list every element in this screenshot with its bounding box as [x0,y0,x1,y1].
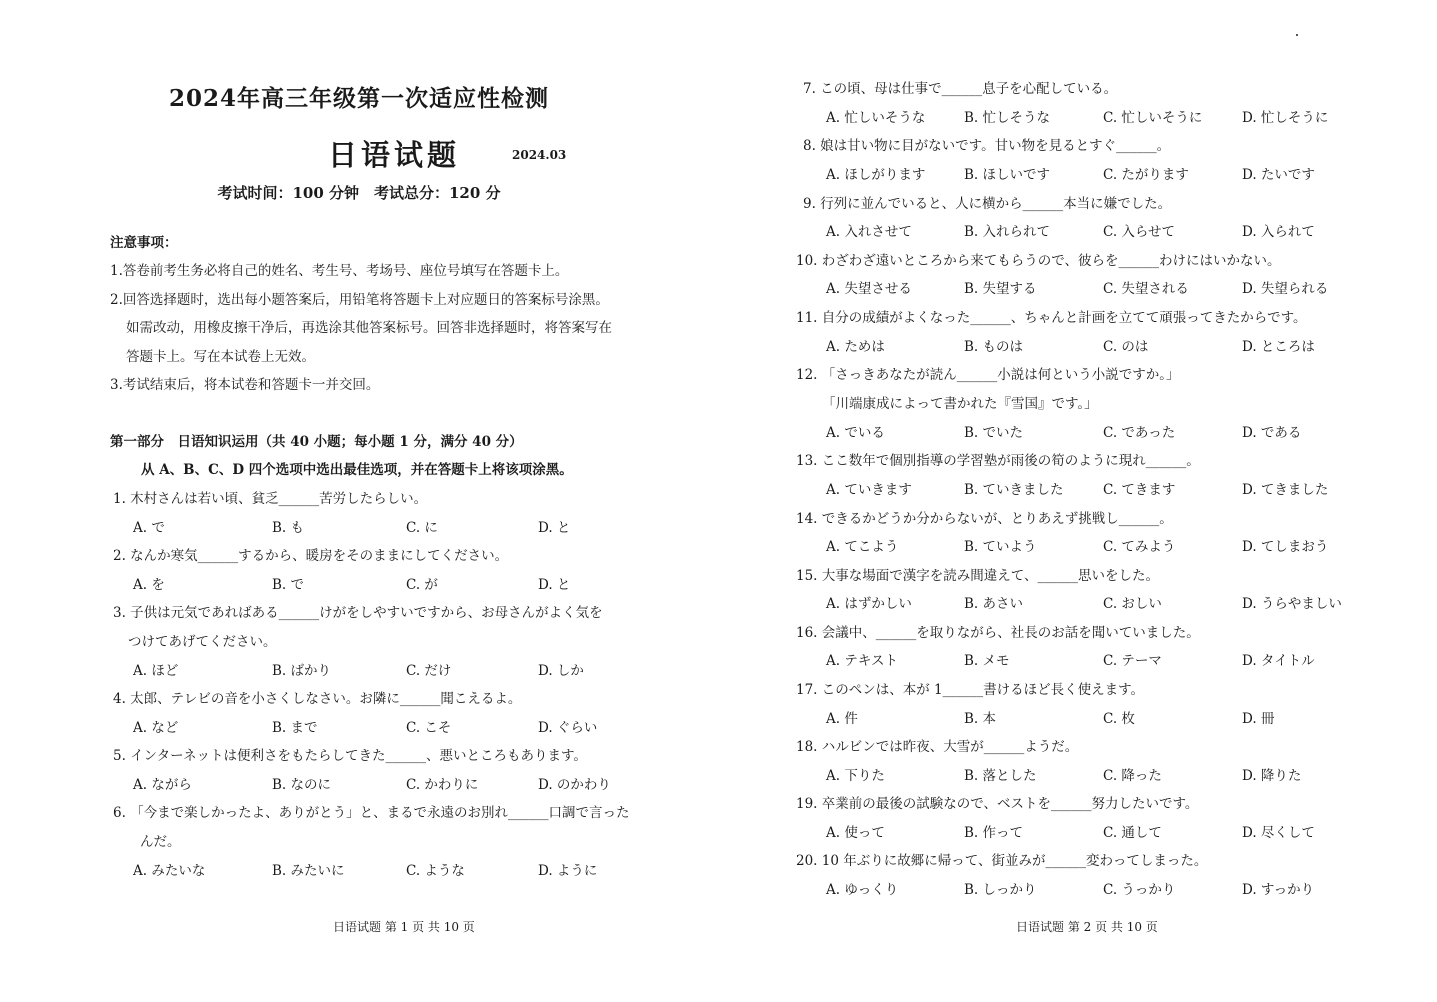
option-c: C. 通して [1103,825,1162,841]
option-a: A. を [133,577,165,593]
page-footer: 日语试题 第 1 页 共 10 页 [333,920,475,934]
option-a: A. はずかしい [826,596,912,612]
option-b: B. ものは [964,339,1024,355]
option-d: D. すっかり [1242,882,1315,898]
option-b: B. ていきました [964,482,1064,498]
question-text: 14. できるかどうか分からないが、とりあえず挑戦し______。 [796,511,1173,527]
option-d: D. タイトル [1242,653,1315,669]
option-d: D. ところは [1242,339,1315,355]
option-d: D. と [538,577,571,593]
option-c: C. てきます [1103,482,1176,498]
notice-line: 如需改动，用橡皮擦干净后，再选涂其他答案标号。回答非选择题时，将答案写在 [126,320,612,336]
exam-date: 2024.03 [512,148,567,162]
question-text: 3. 子供は元気であればある______けがをしやすいですから、お母さんがよく気を [113,605,603,621]
option-c: C. のは [1103,339,1149,355]
option-b: B. 忙しそうな [964,110,1051,126]
option-c: C. 入らせて [1103,224,1176,240]
question-text: 6. 「今まで楽しかったよ、ありがとう」と、まるで永遠のお別れ______口調で言った [113,805,630,821]
option-c: C. が [406,577,438,593]
section-title: 第一部分 日语知识运用（共 40 小题；每小题 1 分，满分 40 分） [110,434,523,450]
option-a: A. 下りた [826,768,885,784]
option-b: B. 失望する [964,281,1037,297]
option-a: A. 忙しいそうな [826,110,926,126]
option-a: A. 入れさせて [826,224,912,240]
option-b: B. 落とした [964,768,1037,784]
question-text: 5. インターネットは便利さをもたらしてきた______、悪いところもあります。 [113,748,587,764]
question-text: 16. 会議中、______を取りながら、社長のお話を聞いていました。 [796,625,1200,641]
notice-title: 注意事项： [110,235,178,251]
notice-line: 答题卡上。写在本试卷上无效。 [126,349,315,365]
question-text: 12. 「さっきあなたが読ん______小説は何という小説ですか。」 [796,367,1180,383]
notice-line: 1.答卷前考生务必将自己的姓名、考生号、考场号、座位号填写在答题卡上。 [110,263,569,279]
option-b: B. 本 [964,711,997,727]
option-a: A. 使って [826,825,885,841]
option-a: A. ほしがります [826,167,926,183]
option-b: B. でいた [964,425,1024,441]
option-b: B. 作って [964,825,1024,841]
option-d: D. のかわり [538,777,611,793]
option-b: B. しっかり [964,882,1037,898]
option-d: D. ぐらい [538,720,598,736]
option-b: B. みたいに [272,863,345,879]
question-text: 9. 行列に並んでいると、人に横から______本当に嫌でした。 [803,196,1172,212]
option-d: D. 尽くして [1242,825,1315,841]
section-instruction: 从 A、B、C、D 四个选项中选出最佳选项，并在答题卡上将该项涂黑。 [141,462,573,478]
question-text: 7. この頃、母は仕事で______息子を心配している。 [803,81,1118,97]
question-text: 19. 卒業前の最後の試験なので、ベストを______努力したいです。 [796,796,1199,812]
option-b: B. も [272,520,305,536]
option-d: D. 降りた [1242,768,1302,784]
option-b: B. なのに [272,777,332,793]
option-d: D. うらやましい [1242,596,1342,612]
option-c: C. たがります [1103,167,1189,183]
option-b: B. ていよう [964,539,1037,555]
option-a: A. みたいな [133,863,206,879]
question-text: 20. 10 年ぶりに故郷に帰って、街並みが______変わってしまった。 [796,853,1208,869]
question-text: 11. 自分の成績がよくなった______、ちゃんと計画を立てて頑張ってきたからです。 [796,310,1307,326]
option-c: C. であった [1103,425,1176,441]
option-a: A. 件 [826,711,858,727]
question-text: 2. なんか寒気______するから、暖房をそのままにしてください。 [113,548,509,564]
option-a: A. テキスト [826,653,899,669]
option-d: D. 冊 [1242,711,1275,727]
option-c: C. 降った [1103,768,1162,784]
page-footer: 日语试题 第 2 页 共 10 页 [1016,920,1158,934]
option-b: B. ばかり [272,663,332,679]
question-text: 18. ハルビンでは昨夜、大雪が______ようだ。 [796,739,1079,755]
exam-title: 2024年高三年级第一次适应性检测 [168,85,549,112]
option-c: C. おしい [1103,596,1162,612]
option-d: D. と [538,520,571,536]
option-a: A. ていきます [826,482,912,498]
option-b: B. あさい [964,596,1024,612]
option-d: D. 忙しそうに [1242,110,1329,126]
exam-time-info: 考试时间：100 分钟 考试总分：120 分 [217,184,501,202]
option-d: D. てきました [1242,482,1329,498]
scan-speck [1296,34,1298,36]
question-text: 10. わざわざ遠いところから来てもらうので、彼らを______わけにはいかない。 [796,253,1281,269]
option-a: A. でいる [826,425,885,441]
option-b: B. 入れられて [964,224,1051,240]
option-c: C. てみよう [1103,539,1176,555]
question-text: 15. 大事な場面で漢字を読み間違えて、______思いをした。 [796,568,1159,584]
option-d: D. 失望られる [1242,281,1329,297]
option-d: D. である [1242,425,1302,441]
option-a: A. ゆっくり [826,882,899,898]
option-c: C. 枚 [1103,711,1135,727]
subject-title: 日语试题 [328,138,461,172]
question-text: 8. 娘は甘い物に目がないです。甘い物を見るとすぐ______。 [803,138,1171,154]
option-c: C. かわりに [406,777,479,793]
notice-line: 3.考试结束后，将本试卷和答题卡一并交回。 [110,377,380,393]
option-c: C. うっかり [1103,882,1176,898]
question-text: 4. 太郎、テレビの音を小さくしなさい。お隣に______聞こえるよ。 [113,691,522,707]
question-text: 13. ここ数年で個別指導の学習塾が雨後の筍のように現れ______。 [796,453,1200,469]
option-a: A. で [133,520,165,536]
option-c: C. 失望される [1103,281,1189,297]
option-a: A. など [133,720,179,736]
option-d: D. 入られて [1242,224,1315,240]
option-c: C. 忙しいそうに [1103,110,1203,126]
option-b: B. で [272,577,305,593]
option-a: A. 失望させる [826,281,912,297]
option-a: A. ながら [133,777,192,793]
option-c: C. テーマ [1103,653,1162,669]
question-text: 17. このペンは、本が 1______書けるほど長く使えます。 [796,682,1145,698]
question-text: 1. 木村さんは若い頃、貧乏______苦労したらしい。 [113,491,428,507]
option-b: B. メモ [964,653,1010,669]
notice-line: 2.回答选择题时，选出每小题答案后，用铅笔将答题卡上对应题日的答案标号涂黑。 [110,292,609,308]
option-c: C. こそ [406,720,452,736]
option-d: D. ように [538,863,598,879]
question-text-continued: んだ。 [140,834,181,850]
question-text-continued: 「川端康成によって書かれた『雪国』です。」 [822,396,1098,412]
option-a: A. てこよう [826,539,899,555]
page-1 [0,0,718,1002]
option-d: D. しか [538,663,584,679]
option-a: A. ほど [133,663,179,679]
option-b: B. まで [272,720,318,736]
option-c: C. だけ [406,663,452,679]
option-c: C. に [406,520,438,536]
option-d: D. てしまおう [1242,539,1329,555]
option-c: C. ような [406,863,465,879]
question-text-continued: つけてあげてください。 [128,634,277,650]
option-a: A. ためは [826,339,885,355]
option-d: D. たいです [1242,167,1315,183]
option-b: B. ほしいです [964,167,1051,183]
